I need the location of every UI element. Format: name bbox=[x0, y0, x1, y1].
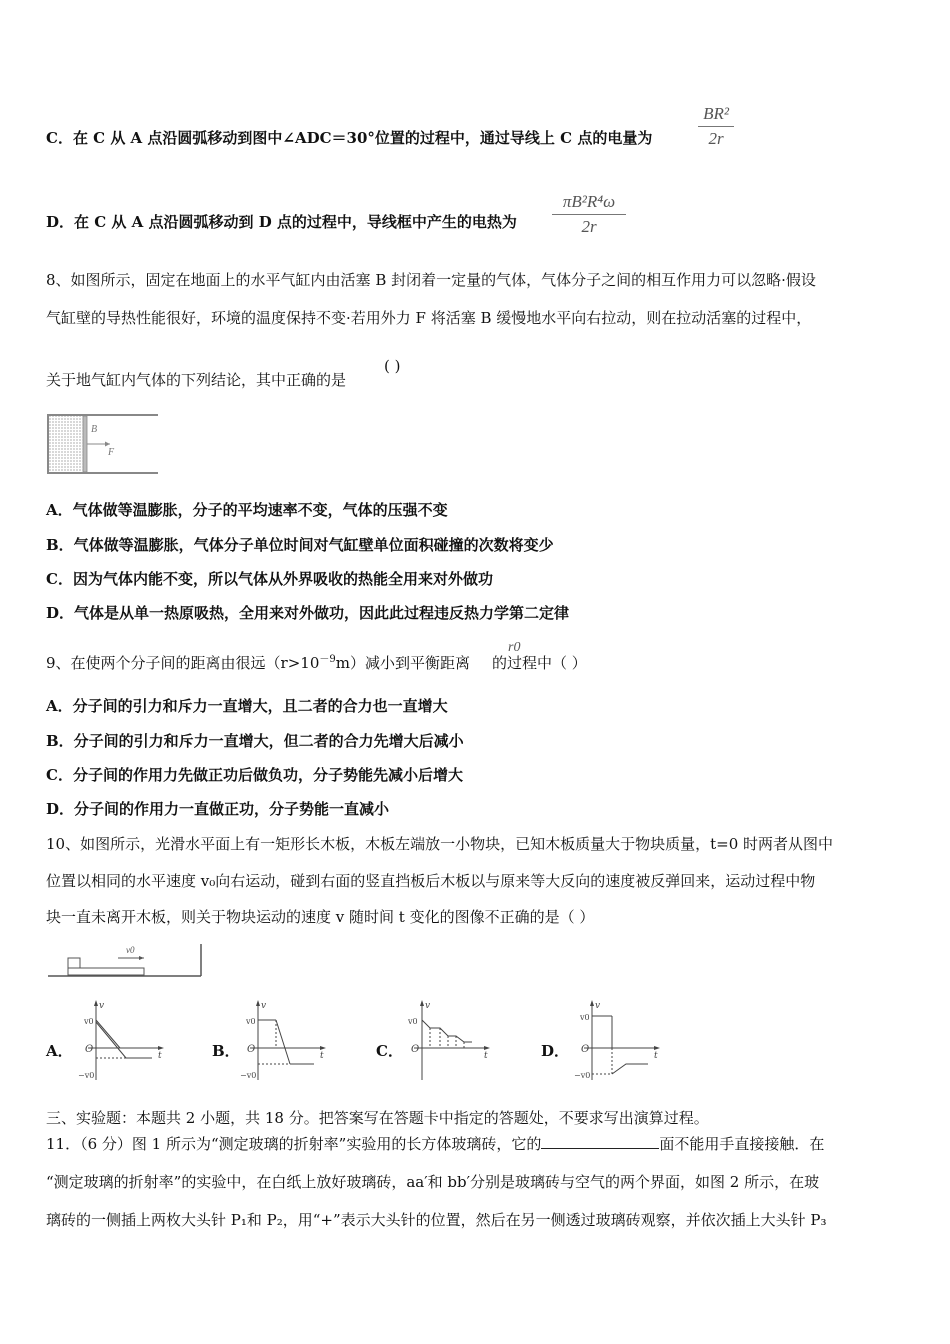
q9-exponent: －9 bbox=[319, 654, 336, 665]
graph-neg-v0-label: −v0 bbox=[240, 1071, 257, 1080]
q8-option-c: C．因为气体内能不变，所以气体从外界吸收的热能全用来对外做功 bbox=[46, 570, 493, 588]
fraction-denominator: 2r bbox=[581, 217, 597, 236]
q10-graph-b bbox=[240, 998, 330, 1082]
q7-option-c: C．在 C 从 A 点沿圆弧移动到图中∠ADC＝30°位置的过程中，通过导线上 C 点的电量为 bbox=[46, 129, 653, 147]
graph-origin-label: O bbox=[411, 1044, 420, 1055]
q10-option-a-label: A． bbox=[46, 1042, 73, 1060]
graph-origin-label: O bbox=[85, 1044, 94, 1055]
graph-v-label: v bbox=[261, 1001, 267, 1011]
graph-t-label: t bbox=[484, 1051, 488, 1061]
q7-option-c-fraction bbox=[698, 104, 734, 149]
q9-option-a: A．分子间的引力和斥力一直增大，且二者的合力也一直增大 bbox=[46, 697, 448, 715]
graph-origin-label: O bbox=[581, 1044, 590, 1055]
fraction-denominator: 2r bbox=[708, 129, 724, 148]
q8-stem-line1: 8、如图所示，固定在地面上的水平气缸内由活塞 B 封闭着一定量的气体，气体分子之间的相互作用力可以忽略·假设 bbox=[46, 271, 816, 289]
q7-option-d-fraction bbox=[552, 192, 626, 237]
q8-stem-line2: 气缸壁的导热性能很好，环境的温度保持不变·若用外力 F 将活塞 B 缓慢地水平向右拉动，则在拉动活塞的过程中， bbox=[46, 309, 812, 327]
q8-option-d: D．气体是从单一热原吸热，全用来对外做功，因此此过程违反热力学第二定律 bbox=[46, 604, 570, 622]
q10-option-d-label: D． bbox=[541, 1042, 570, 1060]
q8-option-b: B．气体做等温膨胀，气体分子单位时间对气缸壁单位面积碰撞的次数将变少 bbox=[46, 536, 554, 554]
q11-stem-part2: 面不能用手直接接触．在 bbox=[659, 1135, 825, 1153]
graph-v0-label: v0 bbox=[84, 1017, 94, 1026]
q8-answer-paren: ( ) bbox=[384, 357, 401, 375]
q9-stem-part1: 9、在使两个分子间的距离由很远（r>10 bbox=[46, 654, 320, 672]
graph-v-label: v bbox=[595, 1001, 601, 1011]
q9-option-c: C．分子间的作用力先做正功后做负功，分子势能先减小后增大 bbox=[46, 766, 463, 784]
q8-stem-line3: 关于地气缸内气体的下列结论，其中正确的是 bbox=[46, 371, 347, 389]
q9-stem-part2: m）减小到平衡距离 bbox=[335, 654, 470, 672]
q10-option-c-label: C． bbox=[376, 1042, 403, 1060]
q10-stem-line1: 10、如图所示，光滑水平面上有一矩形长木板，木板左端放一小物块，已知木板质量大于物块质量，t=0 时两者从图中 bbox=[46, 835, 833, 853]
q7-option-d: D．在 C 从 A 点沿圆弧移动到 D 点的过程中，导线框中产生的电热为 bbox=[46, 213, 517, 231]
q8-force-label: F bbox=[108, 447, 115, 458]
graph-t-label: t bbox=[320, 1051, 324, 1061]
q11-answer-blank[interactable] bbox=[541, 1134, 659, 1149]
q10-board-figure bbox=[46, 940, 206, 980]
q10-graph-a bbox=[78, 998, 168, 1082]
graph-v-label: v bbox=[99, 1001, 105, 1011]
graph-v0-label: v0 bbox=[246, 1017, 256, 1026]
fraction-numerator: πB²R⁴ω bbox=[562, 192, 616, 211]
q8-cylinder-figure bbox=[46, 412, 161, 477]
q10-stem-line3: 块一直未离开木板，则关于物块运动的速度 v 随时间 t 变化的图像不正确的是（ ） bbox=[46, 908, 595, 926]
q11-stem-line1 bbox=[46, 1134, 824, 1154]
q8-piston-label: B bbox=[91, 424, 98, 435]
fraction-numerator: BR² bbox=[703, 104, 729, 123]
section-3-heading: 三、实验题：本题共 2 小题，共 18 分。把答案写在答题卡中指定的答题处，不要求写出演算过程。 bbox=[46, 1109, 709, 1127]
graph-v0-label: v0 bbox=[580, 1013, 590, 1022]
q10-stem-line2: 位置以相同的水平速度 v₀向右运动，碰到右面的竖直挡板后木板以与原来等大反向的速度被反弹回来，运动过程中物 bbox=[46, 872, 816, 890]
graph-v0-label: v0 bbox=[408, 1017, 418, 1026]
q10-graph-c bbox=[404, 998, 496, 1082]
q11-stem-line2: “测定玻璃的折射率”的实验中，在白纸上放好玻璃砖，aa′和 bb′分别是玻璃砖与空气的两个界面，如图 2 所示，在玻 bbox=[46, 1173, 820, 1191]
graph-neg-v0-label: −v0 bbox=[78, 1071, 95, 1080]
q11-stem-line3: 璃砖的一侧插上两枚大头针 P₁和 P₂，用“+”表示大头针的位置，然后在另一侧透过玻璃砖观察，并依次插上大头针 P₃ bbox=[46, 1211, 827, 1229]
q9-option-b: B．分子间的引力和斥力一直增大，但二者的合力先增大后减小 bbox=[46, 732, 464, 750]
q10-option-b-label: B． bbox=[212, 1042, 240, 1060]
q9-option-d: D．分子间的作用力一直做正功，分子势能一直减小 bbox=[46, 800, 390, 818]
graph-t-label: t bbox=[158, 1051, 162, 1061]
q9-r0-symbol: r0 bbox=[508, 640, 521, 655]
q10-v0-label: v0 bbox=[126, 945, 135, 955]
graph-v-label: v bbox=[425, 1001, 431, 1011]
graph-neg-v0-label: −v0 bbox=[574, 1071, 591, 1080]
graph-t-label: t bbox=[654, 1051, 658, 1061]
q10-graph-d bbox=[574, 998, 664, 1082]
q9-stem bbox=[46, 650, 587, 673]
q11-stem-part1: 11．（6 分）图 1 所示为“测定玻璃的折射率”实验用的长方体玻璃砖，它的 bbox=[46, 1135, 542, 1153]
q9-stem-part3: 的过程中（ ） bbox=[491, 654, 587, 672]
graph-origin-label: O bbox=[247, 1044, 256, 1055]
q8-option-a: A．气体做等温膨胀，分子的平均速率不变，气体的压强不变 bbox=[46, 501, 448, 519]
